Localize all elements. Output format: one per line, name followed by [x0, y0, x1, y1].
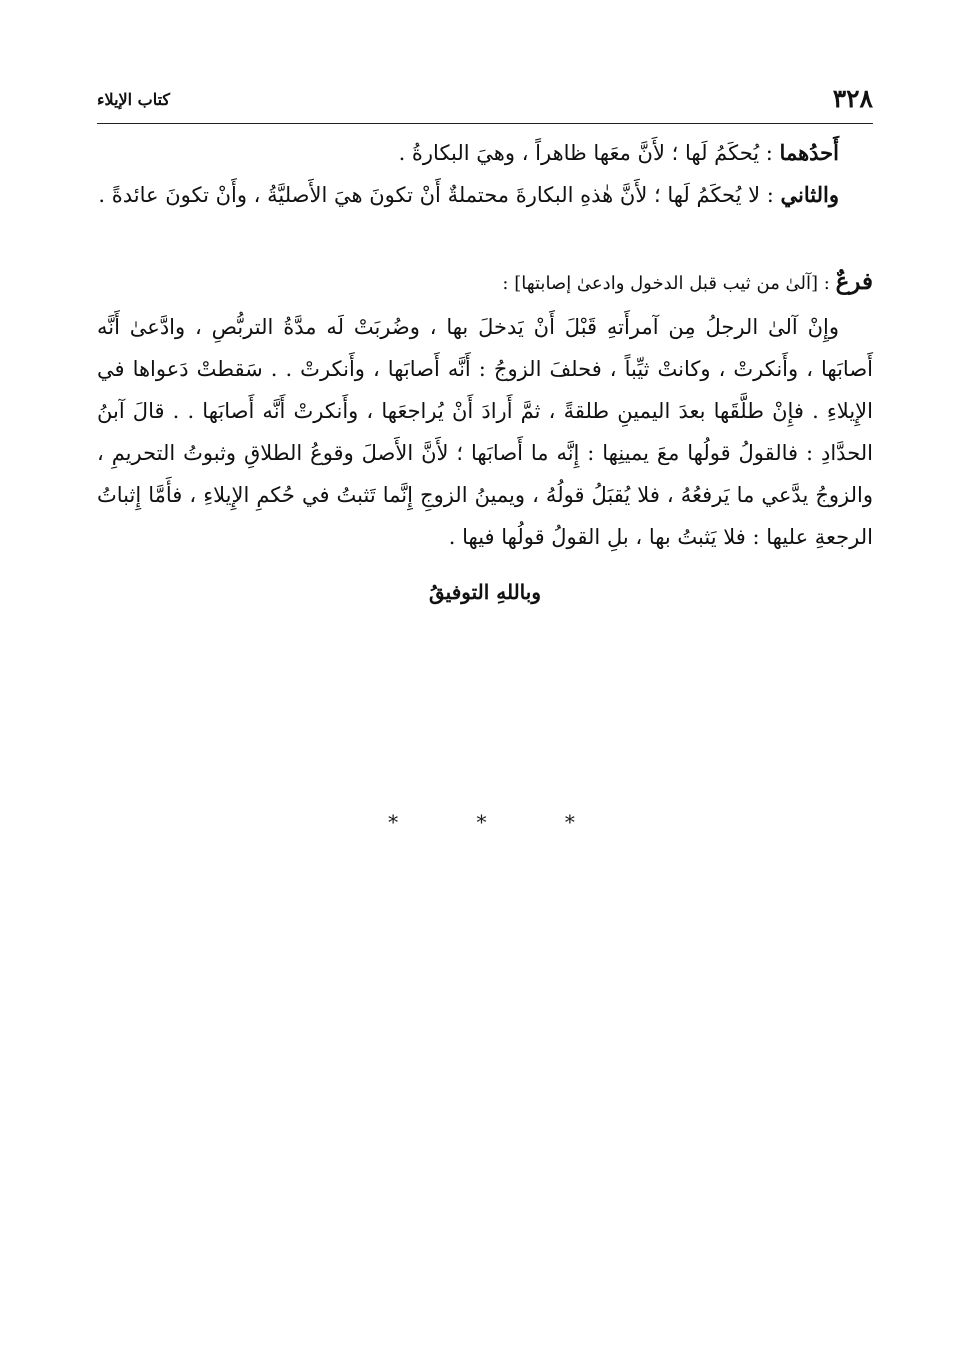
- paragraph-far-body: وإِنْ آلىٰ الرجلُ مِن آمرأَتهِ قَبْلَ أَنْ يَدخلَ بها ، وضُربَتْ لَه مدَّةُ التربُّصِ ، وادَّعىٰ أَنَّه أَصابَها ، وأَنكرتْ ، وكانتْ ثيِّباً ، فحلفَ الزوجُ : أَنَّه أَصابَها ، وأَنكرتْ . . سَقطتْ دَعواها في الإِيلاءِ . فإِنْ طلَّقَها بعدَ اليمينِ طلقةً ، ثمَّ أَرادَ أَنْ يُراجعَها ، وأَنكرتْ أَنَّه أَصابَها . . قالَ آبنُ الحدَّادِ : فالقولُ قولُها معَ يمينِها : إِنَّه ما أَصابَها ؛ لأَنَّ الأَصلَ وقوعُ الطلاقِ وثبوتُ التحريمِ ، والزوجُ يدَّعي ما يَرفعُهُ ، فلا يُقبَلُ قولُهُ ، ويمينُ الزوجِ إِنَّما تَثبتُ في حُكمِ الإِيلاءِ ، فأَمَّا إِثباتُ الرجعةِ عليها : فلا يَثبتُ بها ، بلِ القولُ قولُها فيها .: [97, 315, 874, 549]
- paragraph-second-opinion: [97, 174, 873, 216]
- paragraph-first-opinion: [97, 132, 873, 174]
- paragraph-text: : لا يُحكَمُ لَها ؛ لأَنَّ هٰذهِ البكارةَ محتملةٌ أَنْ تكونَ هيَ الأَصليَّةُ ، وأَنْ تكونَ عائدةً .: [98, 183, 781, 207]
- far-label: فرعٌ: [835, 268, 873, 295]
- paragraph-text: : يُحكَمُ لَها ؛ لأَنَّ معَها ظاهراً ، وهيَ البكارةُ .: [398, 141, 780, 165]
- closing-phrase: وباللهِ التوفيقُ: [428, 580, 541, 604]
- section-gap: [97, 216, 873, 260]
- header-divider: [97, 123, 873, 124]
- page-header: [97, 78, 873, 122]
- term-first: أَحدُهما: [779, 140, 839, 165]
- section-separator: * * *: [388, 810, 611, 834]
- running-title: كتاب الإيلاء: [97, 90, 171, 109]
- term-second: والثاني: [780, 182, 839, 207]
- far-title: : [آلىٰ من ثيب قبل الدخول وادعىٰ إصابتها] :: [502, 273, 836, 294]
- page-number: ٣٢٨: [832, 84, 873, 113]
- far-heading: [97, 260, 873, 306]
- page-body: [97, 132, 873, 612]
